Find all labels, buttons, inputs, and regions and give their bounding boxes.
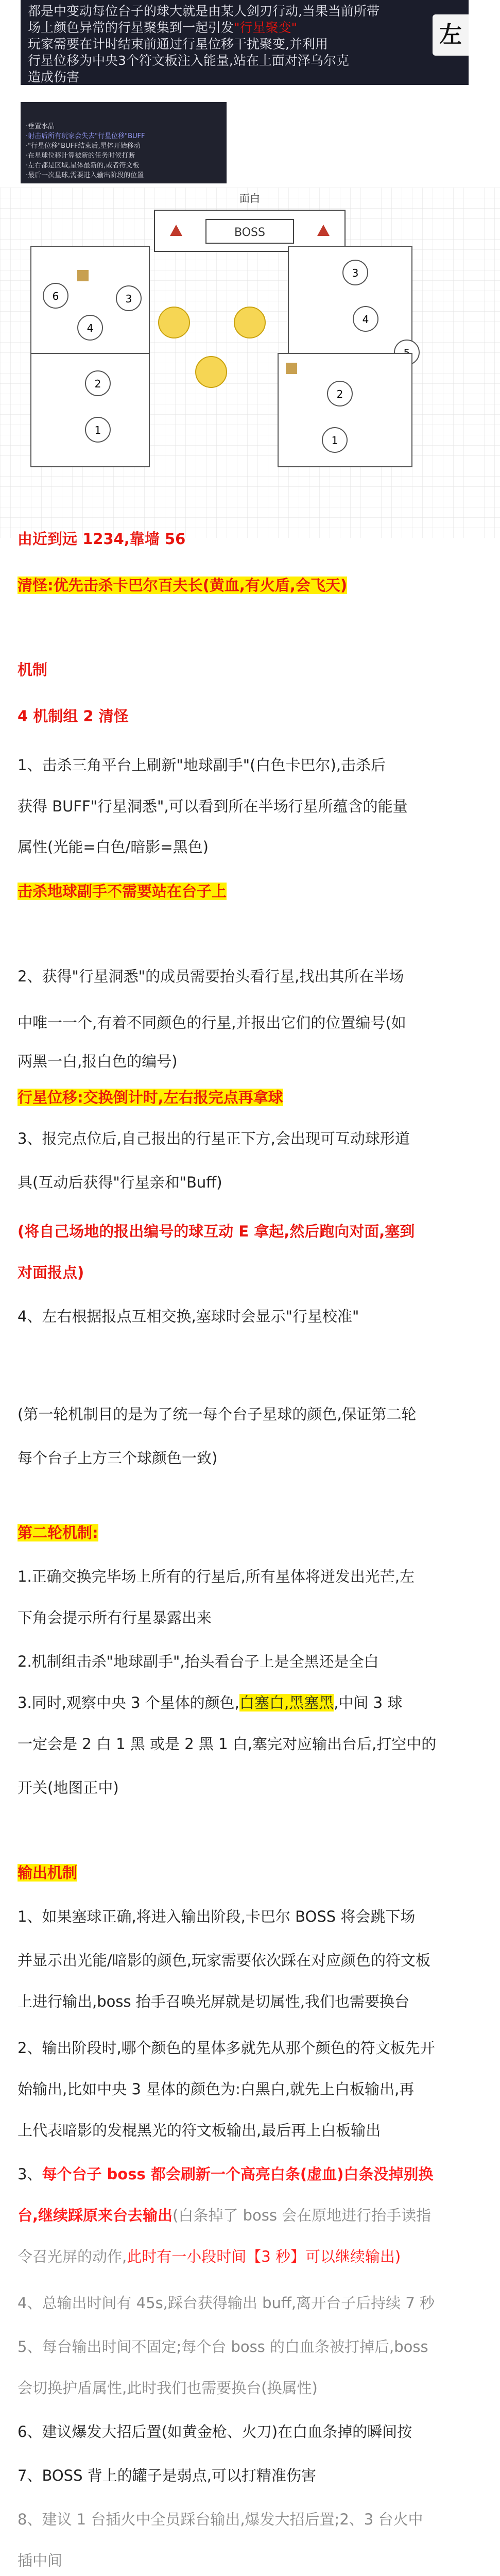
mech2-note: 行星位移:交换倒计时,左右报完点再拿球 <box>18 1089 283 1106</box>
output6-line: 6、建议爆发大招后置(如黄金枪、火刀)在白血条掉的瞬间按 <box>18 2423 412 2441</box>
output5-line-1: 5、每台输出时间不固定;每个台 boss 的白血条被打掉后,boss <box>18 2338 428 2355</box>
banner-line-3: 玩家需要在计时结束前通过行星位移干扰聚变,并利用 <box>28 37 328 52</box>
mech1-note: 击杀地球副手不需要站在台子上 <box>18 883 227 900</box>
slot-4-right-label: 4 <box>362 313 369 326</box>
mech3-line-2: 具(互动后获得"行星亲和"Buff) <box>18 1174 222 1191</box>
output7-line: 7、BOSS 背上的罐子是弱点,可以打精准伤害 <box>18 2467 316 2484</box>
section-heading-round2: 第二轮机制: <box>18 1524 98 1541</box>
slot-2-left-label: 2 <box>94 378 101 390</box>
round2-line-6: 开关(地图正中) <box>18 1779 119 1797</box>
mech1-line-2: 获得 BUFF"行星洞悉",可以看到所在半场行星所蕴含的能量 <box>18 798 408 815</box>
output2-line-3: 上代表暗影的发棍黑光的符文板输出,最后再上白板输出 <box>18 2122 381 2139</box>
output1-line-2: 并显示出光能/暗影的颜色,玩家需要依次踩在对应颜色的符文板 <box>18 1952 430 1969</box>
output3-line-3: 令召光屏的动作,此时有一小段时间【3 秒】可以继续输出) <box>18 2248 401 2265</box>
mech2-line-3: 两黑一白,报白色的编号) <box>18 1053 178 1070</box>
mech1-line-1: 1、击杀三角平台上刷新"地球副手"(白色卡巴尔),击杀后 <box>18 756 386 774</box>
output1-line-1: 1、如果塞球正确,将进入输出阶段,卡巴尔 BOSS 将会跳下场 <box>18 1908 416 1925</box>
banner-line-2: 场上颜色异常的行星聚集到一起引发"行星聚变" <box>28 20 298 35</box>
guide-banner <box>21 0 469 85</box>
buff-line-4: ·在星球位移计算被新的任务时候打断 <box>26 152 135 160</box>
white-black-highlight: 白塞白,黑塞黑 <box>239 1694 334 1711</box>
slot-1-right-label: 1 <box>331 434 338 447</box>
banner-line-4: 行星位移为中央3个符文板注入能量,站在上面对泽乌尔克 <box>28 53 349 68</box>
section-heading-mechanics: 机制 <box>18 661 48 679</box>
crystal-icon <box>77 270 89 281</box>
round2-line-3: 2.机制组击杀"地球副手",抬头看台子上是全黑还是全白 <box>18 1653 379 1670</box>
output5-line-2: 会切换护盾属性,此时我们也需要换台(换属性) <box>18 2379 318 2397</box>
slot-1-left-label: 1 <box>94 424 101 436</box>
left-badge: 左 <box>433 14 469 56</box>
mech2-line-2: 中唯一一个,有着不同颜色的行星,并报出它们的位置编号(如 <box>18 1014 406 1031</box>
slot-4-left-label: 4 <box>87 322 94 334</box>
mech3-note-1: (将自己场地的报出编号的球互动 E 拿起,然后跑向对面,塞到 <box>18 1223 415 1240</box>
banner-highlight: "行星聚变" <box>234 20 298 35</box>
round2-line-2: 下角会提示所有行星暴露出来 <box>18 1609 212 1626</box>
buff-line-3: ·"行星位移"BUFF结束后,星体开始移动 <box>26 142 141 150</box>
section-heading-group: 4 机制组 2 清怪 <box>18 707 129 725</box>
platform-right-bottom <box>278 353 412 467</box>
round2-line-1: 1.正确交换完毕场上所有的行星后,所有星体将迸发出光芒,左 <box>18 1568 415 1585</box>
buff-line-5: ·左右都是区域,星体最新的,或者符文板 <box>26 162 140 170</box>
mech3-note-2: 对面报点) <box>18 1264 84 1281</box>
buff-line-2: ·射击后所有玩家会失去"行星位移"BUFF <box>26 132 145 140</box>
rune-orb-left <box>159 307 189 338</box>
output8-line-2: 插中间 <box>18 2552 63 2569</box>
mech4-line-1: 4、左右根据报点互相交换,塞球时会显示"行星校准" <box>18 1308 359 1325</box>
output2-line-1: 2、输出阶段时,哪个颜色的星体多就先从那个颜色的符文板先开 <box>18 2039 435 2057</box>
slot-3-left-label: 3 <box>125 293 132 305</box>
slot-3-right-label: 3 <box>352 267 359 279</box>
output3-line-2: 台,继续踩原来台去输出(白条掉了 boss 会在原地进行抬手读指 <box>18 2207 432 2224</box>
section-heading-output: 输出机制 <box>18 1864 78 1882</box>
banner-line-1: 都是中变动每位台子的球大就是由某人剑刃行动,当果当前所带 <box>28 4 380 19</box>
rune-orb-bottom <box>196 357 227 387</box>
buff-screenshot-panel <box>21 102 227 183</box>
platform-left-bottom <box>31 353 149 467</box>
slot-2-right-label: 2 <box>336 388 343 400</box>
round2-line-5: 一定会是 2 白 1 黑 或是 2 黑 1 白,塞完对应输出台后,打空中的 <box>18 1735 437 1753</box>
boss-label: BOSS <box>234 226 265 239</box>
buff-line-1: ·垂置水晶 <box>26 123 55 130</box>
top-label: 面白 <box>239 192 260 205</box>
mech1-line-3: 属性(光能=白色/暗影=黑色) <box>18 838 209 856</box>
output8-line-1: 8、建议 1 台插火中全员踩台输出,爆发大招后置;2、3 台火中 <box>18 2511 423 2528</box>
clear-note: 清怪:优先击杀卡巴尔百夫长(黄血,有火盾,会飞天) <box>18 577 348 594</box>
slot-6-left-label: 6 <box>52 290 59 302</box>
round2-line-4: 3.同时,观察中央 3 个星体的颜色,白塞白,黑塞黑,中间 3 球 <box>18 1694 403 1711</box>
buff-line-6: ·最后一次星球,需要进入输出阶段的位置 <box>26 172 144 179</box>
output3-line-1: 3、每个台子 boss 都会刷新一个高亮白条(虚血)白条没掉别换 <box>18 2165 434 2183</box>
mech5-line-2: 每个台子上方三个球颜色一致) <box>18 1449 218 1467</box>
mech5-line-1: (第一轮机制目的是为了统一每个台子星球的颜色,保证第二轮 <box>18 1405 417 1423</box>
mech3-line-1: 3、报完点位后,自己报出的行星正下方,会出现可互动球形道 <box>18 1130 410 1147</box>
crystal-icon <box>286 363 297 374</box>
banner-line-5: 造成伤害 <box>28 70 80 84</box>
order-note: 由近到远 1234,靠墙 56 <box>18 530 186 548</box>
mech2-line-1: 2、获得"行星洞悉"的成员需要抬头看行星,找出其所在半场 <box>18 968 404 985</box>
rune-orb-middle <box>234 307 265 338</box>
arena-diagram <box>0 188 500 538</box>
output4-line: 4、总输出时间有 45s,踩台获得输出 buff,离开台子后持续 7 秒 <box>18 2294 435 2312</box>
output1-line-3: 上进行输出,boss 抬手召唤光屏就是切属性,我们也需要换台 <box>18 1993 410 2010</box>
output2-line-2: 始输出,比如中央 3 星体的颜色为:白黑白,就先上白板输出,再 <box>18 2080 415 2098</box>
